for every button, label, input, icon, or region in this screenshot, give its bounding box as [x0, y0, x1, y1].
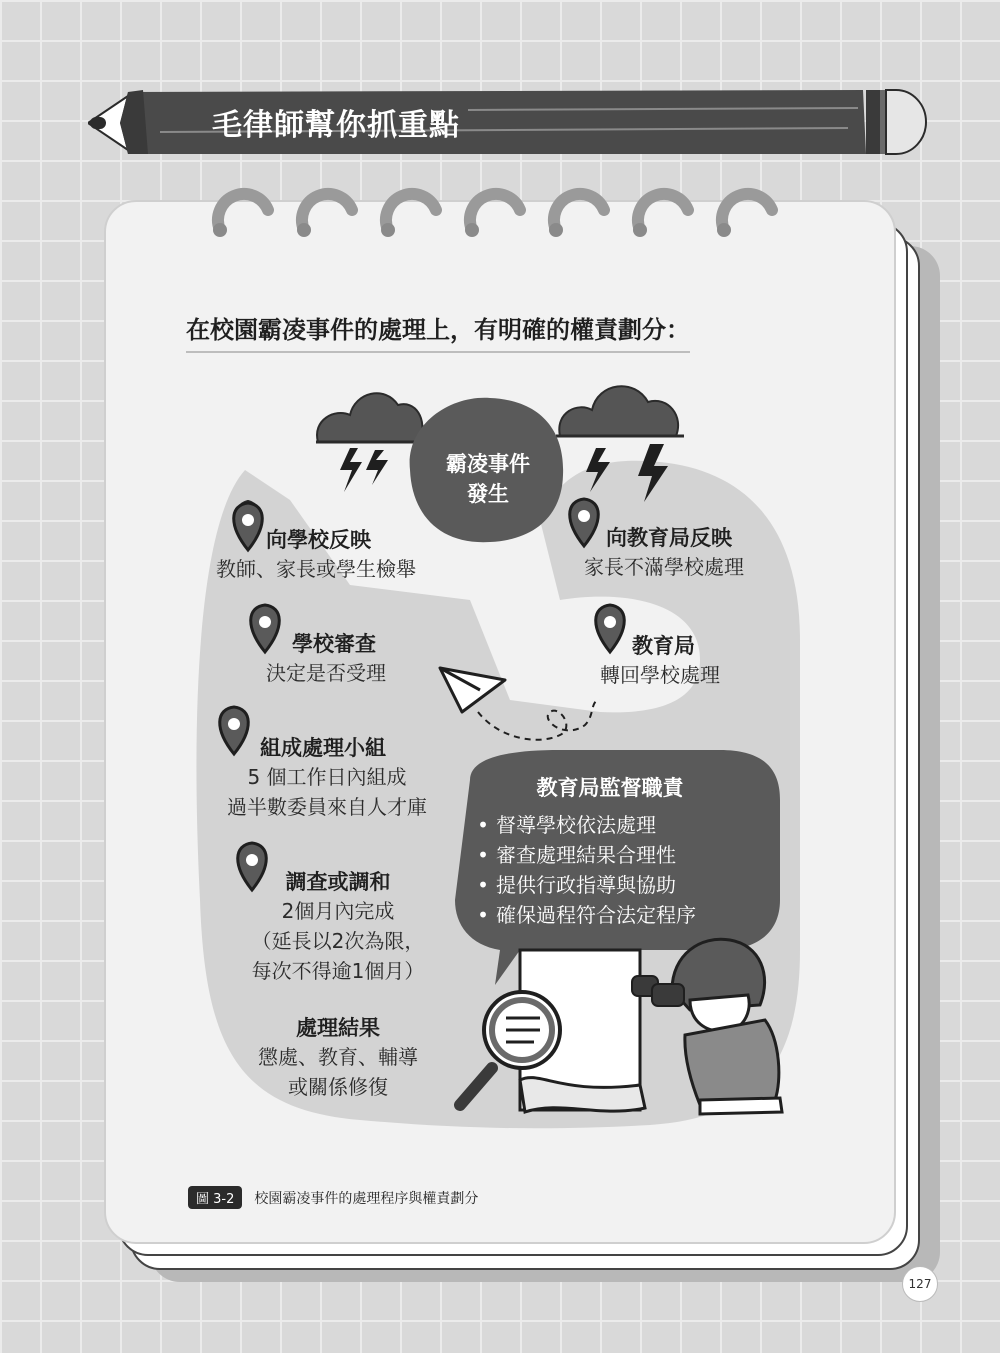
step-desc: 教師、家長或學生檢舉 [216, 557, 416, 581]
list-item: • 審查處理結果合理性 [470, 840, 770, 870]
step-desc: （延長以2次為限， [251, 929, 425, 953]
step-form-team [214, 732, 440, 822]
lightning-icon [340, 448, 388, 492]
event-label [424, 449, 552, 509]
bureau-duties-title: 教育局監督職責 [536, 776, 684, 800]
step-title: 向教育局反映 [606, 526, 732, 550]
step-outcome [240, 1012, 436, 1102]
step-title: 處理結果 [296, 1016, 380, 1040]
step-desc: 每次不得逾1個月） [251, 959, 425, 983]
banner-title: 毛律師幫你抓重點 [212, 108, 460, 143]
storm-cloud-icon [556, 386, 684, 436]
figure-caption [188, 1186, 478, 1209]
step-desc: 懲處、教育、輔導 [258, 1045, 418, 1069]
section-heading: 在校園霸凌事件的處理上，有明確的權責劃分： [186, 310, 690, 353]
list-item: • 督導學校依法處理 [470, 810, 770, 840]
event-label-line2: 發生 [467, 482, 509, 506]
figure-tag: 圖 3-2 [188, 1186, 242, 1209]
list-item: • 提供行政指導與協助 [470, 870, 770, 900]
step-title: 學校審查 [292, 632, 376, 656]
step-desc: 轉回學校處理 [600, 663, 720, 687]
page-number: 127 [902, 1266, 938, 1302]
step-desc: 5 個工作日內組成 [247, 765, 407, 789]
bureau-duties-list [470, 810, 770, 930]
step-desc: 2個月內完成 [281, 899, 395, 923]
step-desc: 決定是否受理 [266, 661, 386, 685]
step-bureau [600, 630, 720, 690]
step-school-review [266, 628, 386, 688]
step-desc: 家長不滿學校處理 [584, 555, 744, 579]
bureau-duties [470, 772, 770, 930]
figure-caption-text: 校園霸凌事件的處理程序與權責劃分 [254, 1191, 479, 1207]
step-report-school [216, 524, 416, 584]
step-title: 組成處理小組 [260, 736, 386, 760]
list-item: • 確保過程符合法定程序 [470, 900, 770, 930]
step-desc: 過半數委員來自人才庫 [227, 795, 427, 819]
step-title: 教育局 [632, 634, 695, 658]
step-title: 向學校反映 [266, 528, 371, 552]
step-investigate [240, 866, 436, 986]
step-title: 調查或調和 [285, 870, 391, 894]
step-report-bureau [584, 522, 744, 582]
storm-cloud-icon [316, 393, 422, 442]
event-label-line1: 霸凌事件 [446, 452, 530, 476]
step-desc: 或關係修復 [288, 1075, 388, 1099]
